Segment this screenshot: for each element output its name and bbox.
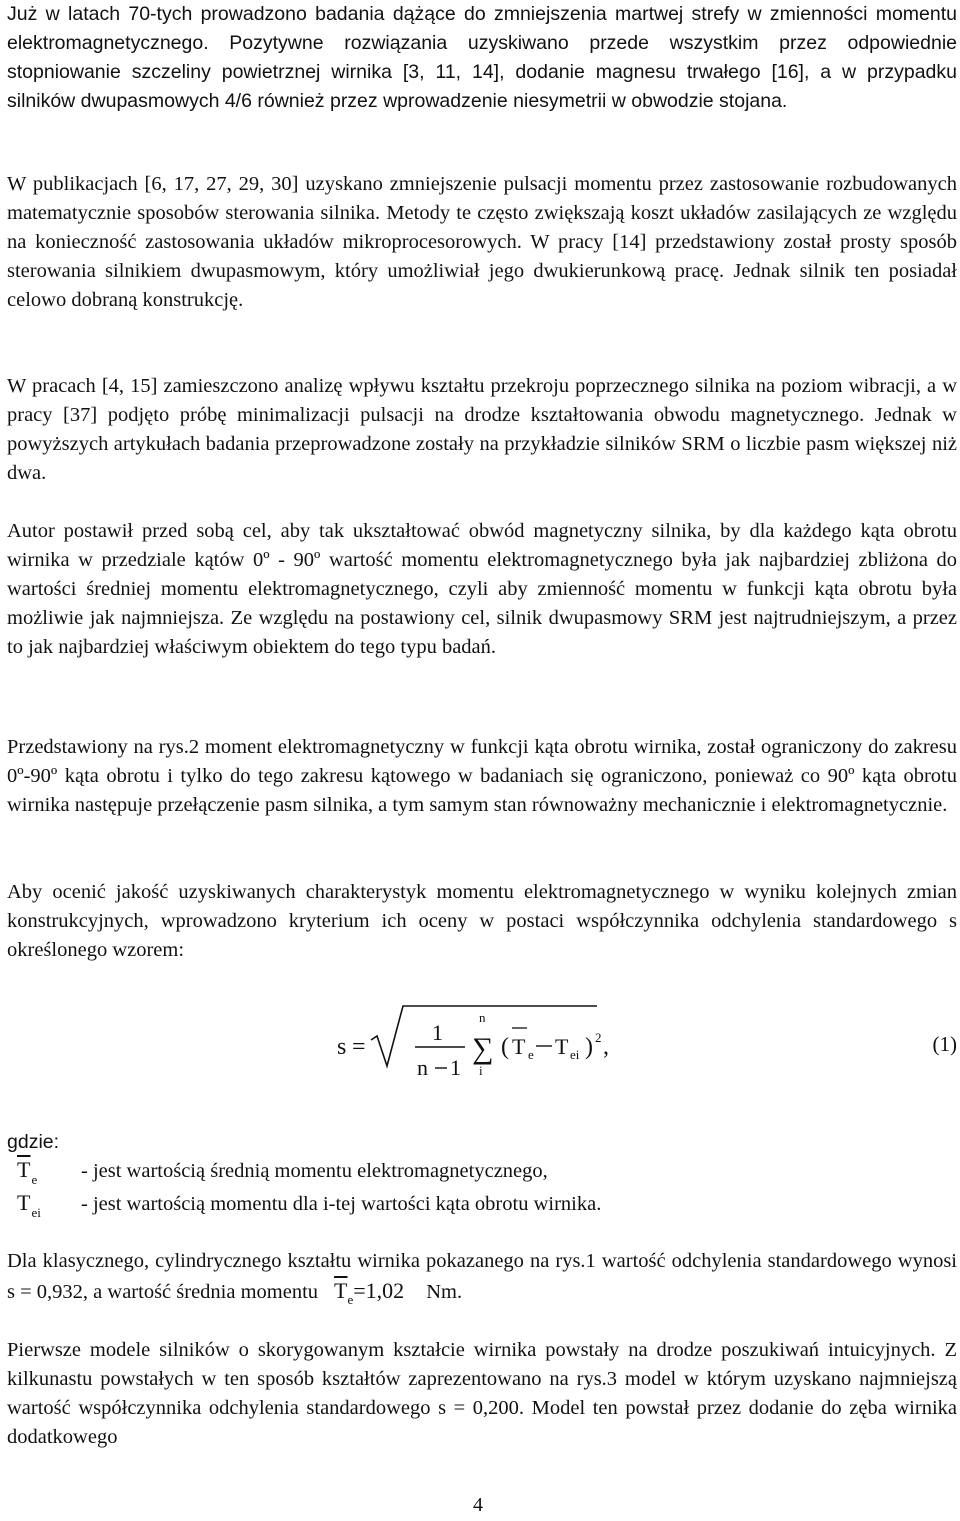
page-number: 4 — [473, 1494, 483, 1516]
equation-number: (1) — [932, 1032, 957, 1056]
fraction-numerator: 1 — [432, 1020, 443, 1045]
definition-mean — [7, 1155, 957, 1187]
paragraph-control-methods: W publikacjach [6, 17, 27, 29, 30] uzyskano zmniejszenie pulsacji momentu przez zastosowanie rozbudowanych matematycznie sposobów sterowania silnika. Metody te często zwiększają koszt układów zasilających ze względu na konieczność zastosowania układów mikroprocesorowych. W pracy [14] przedstawiony został prosty sposób sterowania silnikiem dwupasmowym, który umożliwiał jego dwukierunkową pracę. Jednak silnik ten posiadał celowo dobraną konstrukcję. — [7, 173, 957, 311]
formula-sub-ei: ei — [570, 1047, 580, 1062]
symbol-instant-torque: $T_{ei}$ — [17, 1190, 41, 1220]
formula-comma: , — [603, 1034, 609, 1060]
paragraph-author-goal: Autor postawił przed sobą cel, aby tak ukształtować obwód magnetyczny silnika, by dla każdego kąta obrotu wirnika w przedziale kątów 0º - 90º wartość momentu elektromagnetycznego była jak najbardziej zbliżona do wartości średniej momentu elektromagnetycznego, czyli aby zmienność momentu w funkcji kąta obrotu była możliwie jak najmniejsza. Ze względu na postawiony cel, silnik dwupasmowy SRM jest najtrudniejszym, a przez to jak najbardziej właściwym obiektem do tego typu badań. — [7, 520, 957, 658]
formula-equals: = — [352, 1034, 366, 1060]
fraction-denominator-n: n — [417, 1055, 428, 1080]
where-label: gdzie: — [7, 1131, 60, 1153]
formula-exponent: 2 — [595, 1030, 602, 1045]
definition-text: - jest wartością momentu dla i-tej wartości kąta obrotu wirnika. — [81, 1193, 602, 1215]
sum-upper-limit: n — [479, 1010, 486, 1025]
paragraph-first-models: Pierwsze modele silników o skorygowanym kształcie wirnika powstały na drodze poszukiwań intuicyjnych. Z kilkunastu powstałych w ten sposób kształtów zaprezentowano na rys.3 model w którym uzyskano najmniejszą wartość współczynnika odchylenia standardowego s = 0,200. Model ten powstał przez dodanie do zęba wirnika dodatkowego — [7, 1339, 957, 1448]
sum-symbol: ∑ — [472, 1032, 494, 1065]
formula-sub-e: e — [528, 1047, 534, 1062]
paragraph-angle-range: Przedstawiony na rys.2 moment elektromagnetyczny w funkcji kąta obrotu wirnika, został ograniczony do zakresu 0º-90º kąta obrotu i tylko do tego zakresu kątowego w badaniach się ograniczono, ponieważ co 90º kąta obrotu wirnika następuje przełączenie pasm silnika, a tym samym stan równoważny mechanicznie i elektromagnetycznie. — [7, 736, 957, 816]
definition-instant — [7, 1188, 957, 1220]
paragraph-classic-rotor: Dla klasycznego, cylindrycznego kształtu wirnika pokazanego na rys.1 wartość odchylenia standardowego wynosi s = 0,932, a wartość średnia momentu $\overline{T}_e=1,02$ Nm. — [7, 1250, 957, 1307]
inline-mean-torque: $\overline{T}_e=1,02$ — [334, 1278, 405, 1307]
symbol-mean-torque: $\overline{T}_e$ — [17, 1157, 38, 1187]
paren-close: ) — [585, 1034, 593, 1060]
paragraph-dead-zone: Już w latach 70-tych prowadzono badania dążące do zmniejszenia martwej strefy w zmienności momentu elektromagnetycznego. Pozytywne rozwiązania uzyskiwano przede wszystkim przez odpowiednie stopniowanie szczeliny powietrznej wirnika [3, 11, 14], dodanie magnesu trwałego [16], a w przypadku silników dwupasmowych 4/6 również przez wprowadzenie niesymetrii w obwodzie stojana. — [7, 3, 957, 112]
std-deviation-formula — [7, 1000, 957, 1110]
sum-lower-limit: i — [479, 1063, 483, 1078]
formula-T-i: T — [555, 1034, 569, 1059]
paragraph-criterion: Aby ocenić jakość uzyskiwanych charakterystyk momentu elektromagnetycznego w wyniku kolejnych zmian konstrukcyjnych, wprowadzono kryterium ich oceny w postaci współczynnika odchylenia standardowego s określonego wzorem: — [7, 881, 957, 961]
definition-text: - jest wartością średnią momentu elektromagnetycznego, — [81, 1160, 548, 1182]
formula-lhs: s — [337, 1034, 347, 1060]
paragraph-vibration-analysis: W pracach [4, 15] zamieszczono analizę wpływu kształtu przekroju poprzecznego silnika na poziom wibracji, a w pracy [37] podjęto próbę minimalizacji pulsacji na drodze kształtowania obwodu magnetycznego. Jednak w powyższych artykułach badania przeprowadzone zostały na przykładzie silników SRM o liczbie pasm większej niż dwa. — [7, 375, 957, 484]
formula-svg — [7, 1000, 707, 1110]
formula-T-mean: T — [512, 1034, 526, 1059]
fraction-denominator-1: 1 — [450, 1055, 461, 1080]
paren-open: ( — [501, 1034, 509, 1060]
